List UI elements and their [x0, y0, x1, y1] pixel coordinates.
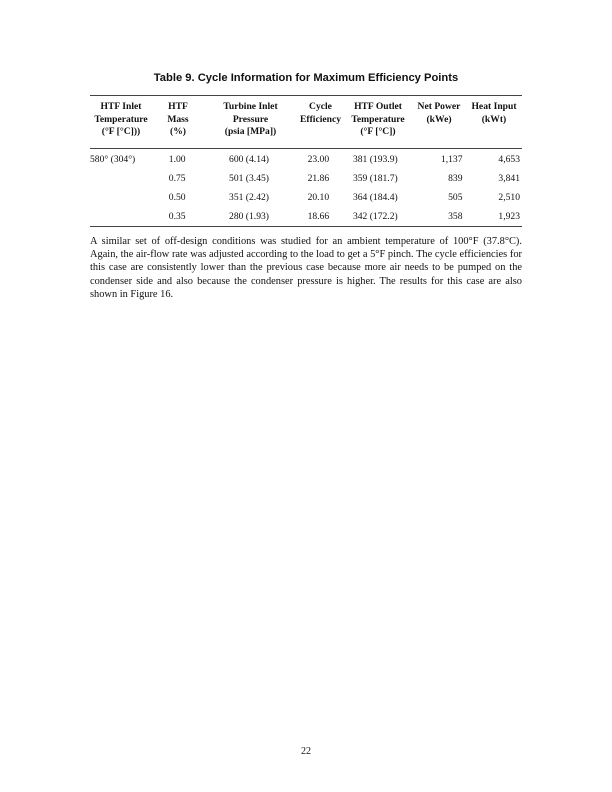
header-htf-mass: HTF Mass (%): [167, 101, 189, 137]
table-row: [90, 150, 522, 169]
table-row: [90, 207, 522, 226]
table-cell: 839: [448, 172, 463, 184]
table-cell: 21.86: [307, 172, 330, 184]
table-cell: 381 (193.9): [352, 153, 398, 165]
table-cell: 1.00: [168, 153, 186, 165]
table-cell: 280 (1.93): [229, 210, 269, 222]
table-cell: 359 (181.7): [352, 172, 398, 184]
header-htf-outlet-temperature: HTF Outlet Temperature (°F [°C]): [351, 101, 405, 137]
table-cell: 358: [448, 210, 463, 222]
table-cell: 18.66: [307, 210, 330, 222]
header-cycle-efficiency: Cycle Efficiency: [299, 101, 342, 125]
table-cell: 505: [448, 191, 463, 203]
table-cell: 0.35: [168, 210, 186, 222]
header-htf-inlet-temperature: HTF Inlet Temperature (°F [°C])): [94, 101, 148, 137]
header-turbine-inlet-pressure: Turbine Inlet Pressure (psia [MPa]): [223, 101, 278, 137]
table-caption: Table 9. Cycle Information for Maximum Efficiency Points: [153, 72, 459, 84]
table-cell: 4,653: [498, 153, 520, 165]
body-paragraph: A similar set of off-design conditions was studied for an ambient temperature of 100°F (37.8°C). Again, the air-flow rate was adjusted according to the load to get a 5°F pinch. The cycle efficiencies for this case are consistently lower than the previous case because more air needs to be pumped on the condenser side and also because the condenser pressure is higher. The results for this case are also shown in Figure 16.: [90, 236, 522, 300]
page-number: 22: [301, 746, 311, 757]
data-table: [90, 95, 522, 227]
table-cell: 2,510: [498, 191, 520, 203]
table-cell: 0.75: [168, 172, 186, 184]
table-row: [90, 188, 522, 207]
table-cell: 3,841: [498, 172, 520, 184]
table-cell: 1,137: [440, 153, 463, 165]
table-cell: 0.50: [168, 191, 186, 203]
table-cell: 580° (304°): [90, 153, 136, 165]
table-cell: 1,923: [498, 210, 520, 222]
table-header-row: [90, 96, 522, 149]
table-cell: 20.10: [307, 191, 330, 203]
table-cell: 364 (184.4): [352, 191, 398, 203]
header-heat-input: Heat Input (kWt): [471, 101, 517, 125]
table-cell: 342 (172.2): [352, 210, 398, 222]
table-row: [90, 169, 522, 188]
header-net-power: Net Power (kWe): [417, 101, 461, 125]
table-cell: 501 (3.45): [229, 172, 269, 184]
table-cell: 600 (4.14): [229, 153, 269, 165]
table-cell: 23.00: [307, 153, 330, 165]
table-cell: 351 (2.42): [229, 191, 269, 203]
